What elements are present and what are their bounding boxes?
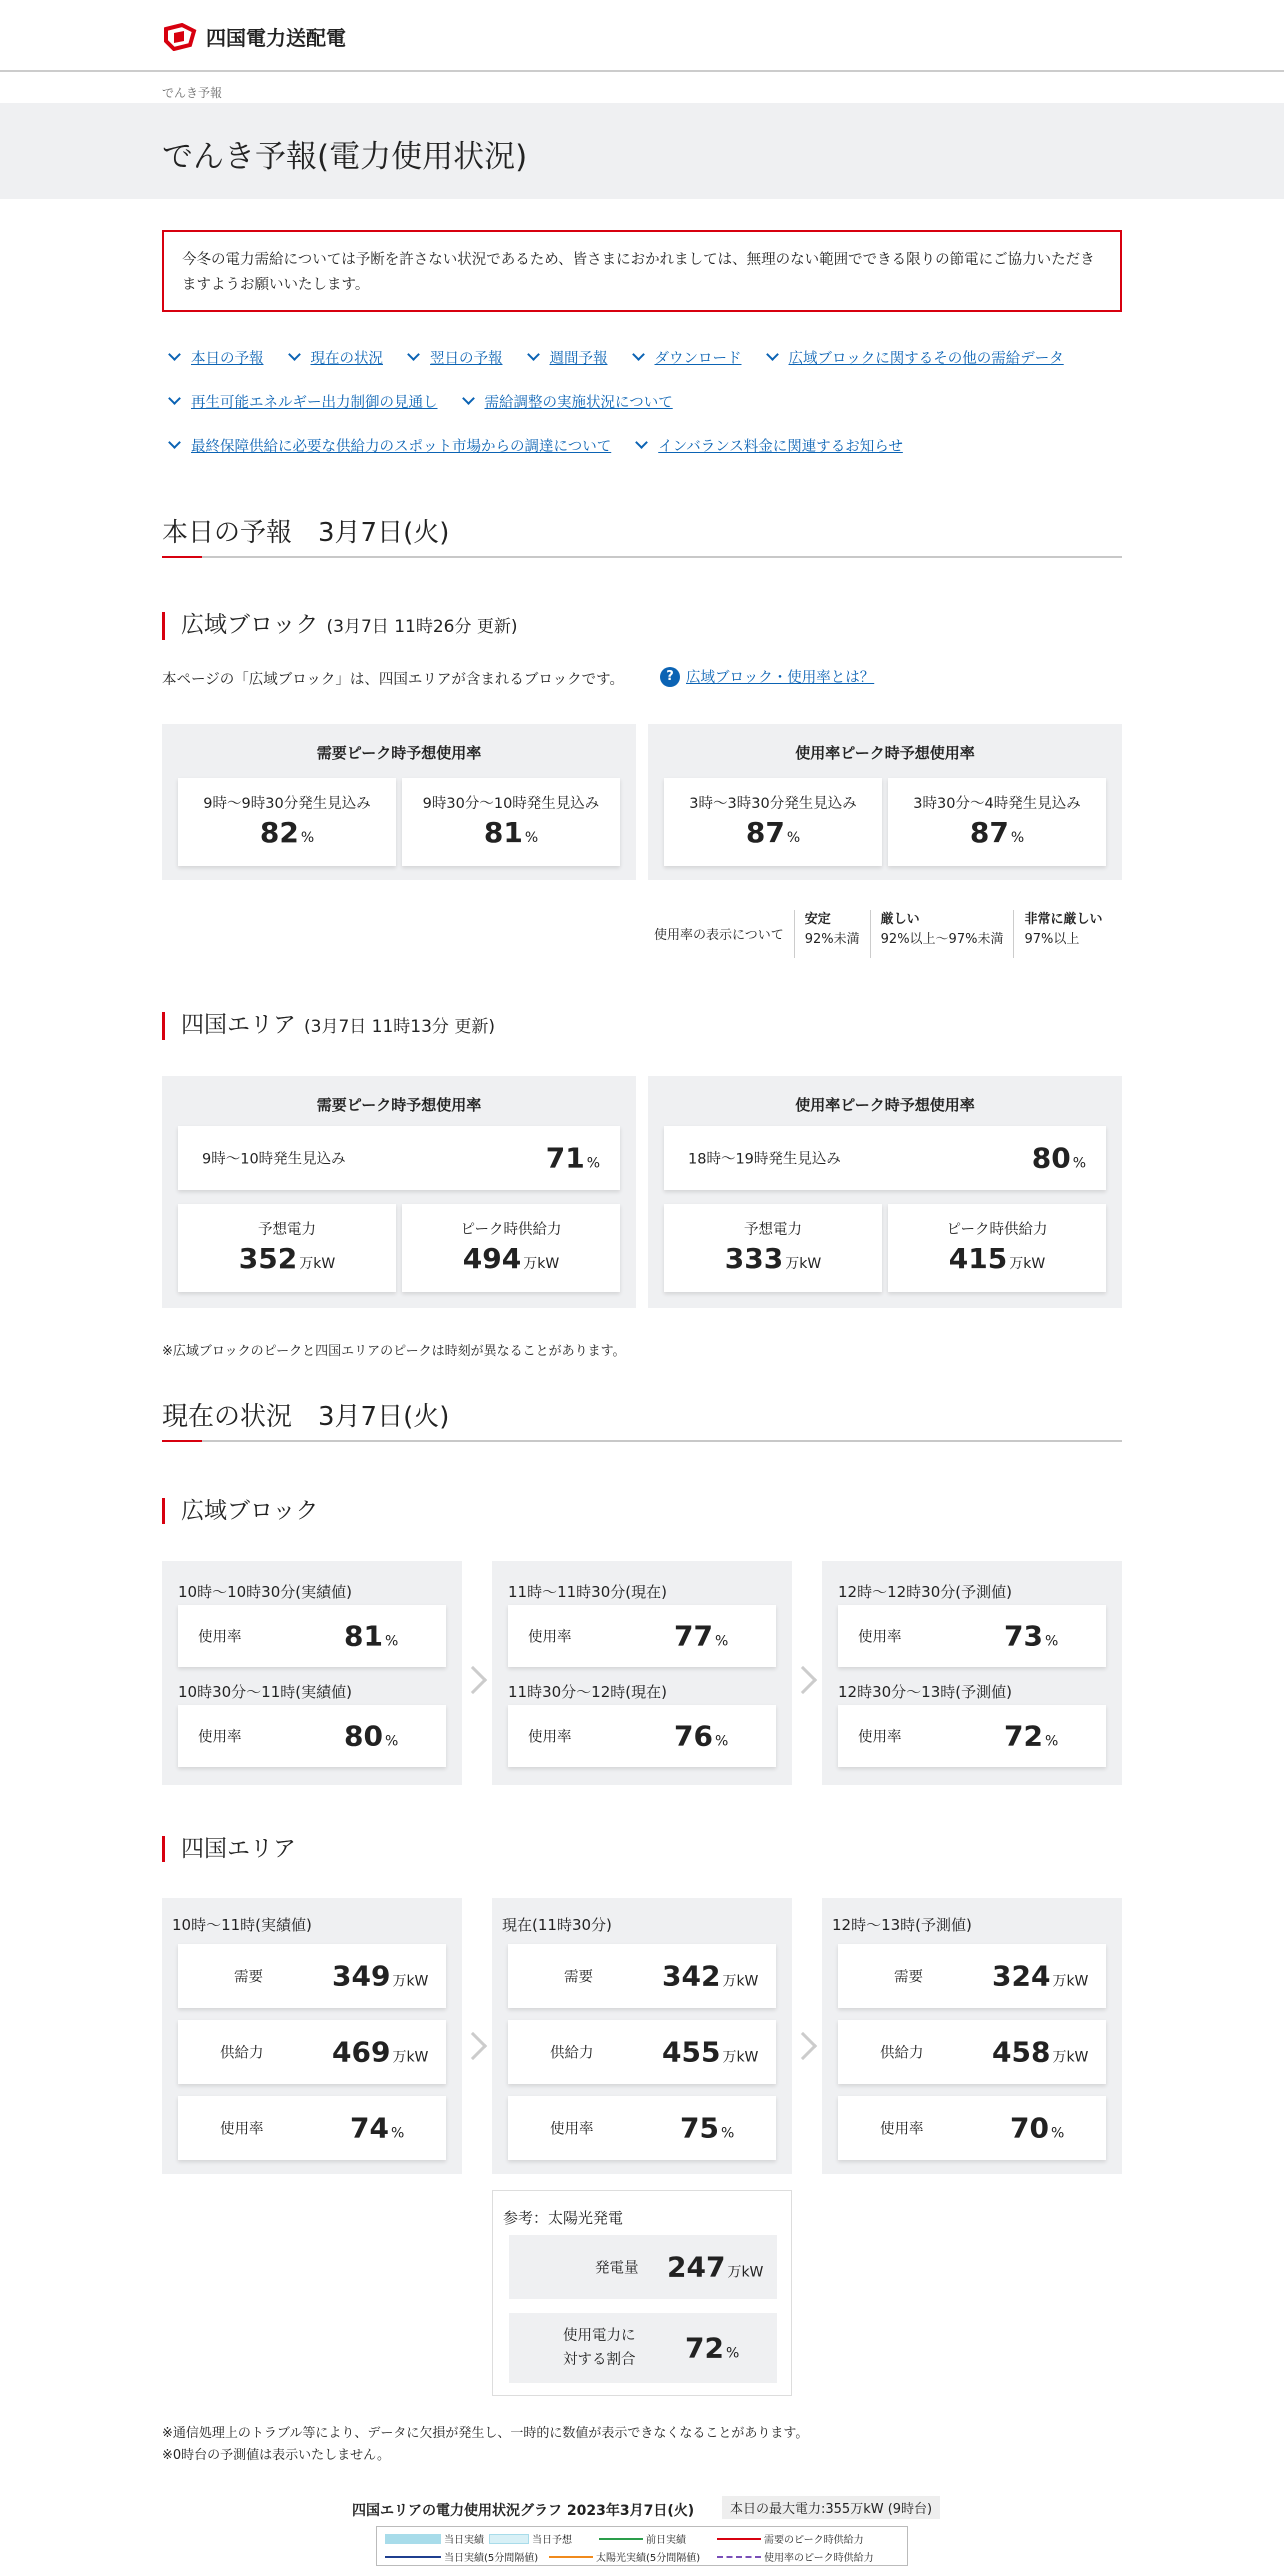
current-note-1: ※通信処理上のトラブル等により、データに欠損が発生し、一時的に数値が表示できなくなることがあります。 [162, 2426, 809, 2441]
chevron-down-icon [632, 348, 645, 361]
nav-link-imbalance[interactable]: インバランス料金に関連するお知らせ [635, 435, 903, 456]
company-logo[interactable] [162, 22, 346, 51]
forecast-card: 予想電力 333 万kW [664, 1204, 882, 1292]
chevron-right-icon [459, 1666, 487, 1694]
today-block-heading: 広域ブロック (3月7日 11時26分 更新) [162, 612, 518, 640]
question-icon: ? [660, 667, 680, 687]
notice-box: 今冬の電力需給については予断を許さない状況であるため、皆さまにおかれましては、無理のない範囲でできる限りの節電にご協力いただきますようお願いいたします。 [162, 230, 1122, 312]
rate-card: 3時〜3時30分発生見込み 87 % [664, 778, 882, 866]
panel-title: 需要ピーク時予想使用率 [316, 744, 482, 762]
chevron-down-icon [288, 348, 301, 361]
legend-line-solar5 [549, 2556, 593, 2558]
legend-swatch-forecast [489, 2534, 529, 2544]
nav-link-today[interactable]: 本日の予報 [168, 347, 264, 368]
forecast-card: 予想電力 352 万kW [178, 1204, 396, 1292]
graph-title: 四国エリアの電力使用状況グラフ 2023年3月7日(火) [352, 2503, 695, 2519]
section-today-heading: 本日の予報 3月7日(火) [162, 512, 1122, 558]
supply-card: ピーク時供給力 415 万kW [888, 1204, 1106, 1292]
nav-link-tomorrow[interactable]: 翌日の予報 [407, 347, 503, 368]
max-power-badge: 本日の最大電力:355万kW (9時台) [722, 2496, 940, 2519]
nav-link-block-data[interactable]: 広域ブロックに関するその他の需給データ [766, 347, 1064, 368]
legend-line-actual5 [385, 2556, 441, 2558]
chevron-down-icon [168, 436, 181, 449]
nav-link-weekly[interactable]: 週間予報 [527, 347, 608, 368]
page-title: でんき予報(電力使用状況) [162, 139, 528, 175]
area-rate-peak-panel: 使用率ピーク時予想使用率 18時〜19時発生見込み 80 % 予想電力 333 万kW ピーク時供給力 415 万kW [648, 1076, 1122, 1308]
rate-card: 3時30分〜4時発生見込み 87 % [888, 778, 1106, 866]
nav-link-spot-market[interactable]: 最終保障供給に必要な供給力のスポット市場からの調達について [168, 435, 611, 456]
rate-card: 9時30分〜10時発生見込み 81 % [402, 778, 620, 866]
site-header [0, 0, 1284, 72]
section-current-heading: 現在の状況 3月7日(火) [162, 1396, 1122, 1442]
block-description: 本ページの「広域ブロック」は、四国エリアが含まれるブロックです。 [162, 672, 624, 688]
solar-generation-row: 発電量 247 万kW [509, 2235, 777, 2299]
chevron-right-icon [789, 2032, 817, 2060]
current-block-column: 11時〜11時30分(現在) 使用率 77 % 11時30分〜12時(現在) 使用率 76 % [492, 1561, 792, 1785]
legend-line-prev [599, 2538, 643, 2540]
nav-links-row-2 [168, 391, 673, 412]
current-area-column: 現在(11時30分) 需要 342 万kW 供給力 455 万kW 使用率 75 % [492, 1898, 792, 2174]
chevron-right-icon [789, 1666, 817, 1694]
logo-icon [162, 23, 198, 51]
current-block-heading: 広域ブロック [162, 1498, 319, 1524]
chevron-down-icon [168, 348, 181, 361]
help-link[interactable]: ? 広域ブロック・使用率とは？ [660, 666, 874, 687]
chevron-down-icon [527, 348, 540, 361]
graph-legend: 当日実績 当日予想 前日実績 需要のピーク時供給力 当日実績(5分間隔値) 太陽光実績(5分間隔値) 使用率のピーク時供給力 [376, 2526, 908, 2566]
current-area-heading: 四国エリア [162, 1836, 296, 1862]
nav-links-row-1 [168, 347, 1064, 368]
chevron-down-icon [635, 436, 648, 449]
legend-line-rate-supply [717, 2556, 761, 2558]
chevron-down-icon [766, 348, 779, 361]
chevron-down-icon [407, 348, 420, 361]
area-rate-row: 9時〜10時発生見込み 71 % [178, 1126, 620, 1190]
area-note: ※広域ブロックのピークと四国エリアのピークは時刻が異なることがあります。 [162, 1344, 626, 1359]
block-demand-peak-panel [162, 724, 636, 880]
current-block-column: 12時〜12時30分(予測値) 使用率 73 % 12時30分〜13時(予測値) 使用率 72 % [822, 1561, 1122, 1785]
solar-panel: 参考：太陽光発電 発電量 247 万kW 使用電力に 対する割合 72 % [492, 2190, 792, 2396]
current-area-column: 12時〜13時(予測値) 需要 324 万kW 供給力 458 万kW 使用率 70 % [822, 1898, 1122, 2174]
area-demand-peak-panel: 需要ピーク時予想使用率 9時〜10時発生見込み 71 % 予想電力 352 万kW ピーク時供給力 494 万kW [162, 1076, 636, 1308]
title-bar [0, 103, 1284, 199]
panel-title: 使用率ピーク時予想使用率 [795, 744, 975, 762]
legend-line-peak-supply [717, 2538, 761, 2540]
chevron-down-icon [462, 392, 475, 405]
nav-links-row-3 [168, 435, 903, 456]
current-block-column: 10時〜10時30分(実績値) 使用率 81 % 10時30分〜11時(実績値) 使用率 80 % [162, 1561, 462, 1785]
breadcrumb[interactable]: でんき予報 [162, 86, 223, 100]
supply-card: ピーク時供給力 494 万kW [402, 1204, 620, 1292]
current-area-column: 10時〜11時(実績値) 需要 349 万kW 供給力 469 万kW 使用率 74 % [162, 1898, 462, 2174]
block-rate-peak-panel [648, 724, 1122, 880]
area-rate-row: 18時〜19時発生見込み 80 % [664, 1126, 1106, 1190]
current-note-2: ※0時台の予測値は表示いたしません。 [162, 2448, 390, 2463]
chevron-down-icon [168, 392, 181, 405]
chevron-right-icon [459, 2032, 487, 2060]
solar-ratio-row: 使用電力に 対する割合 72 % [509, 2313, 777, 2383]
nav-link-download[interactable]: ダウンロード [632, 347, 742, 368]
rate-card: 9時〜9時30分発生見込み 82 % [178, 778, 396, 866]
nav-link-adjustment[interactable]: 需給調整の実施状況について [462, 391, 673, 412]
nav-link-current[interactable]: 現在の状況 [288, 347, 384, 368]
legend-swatch-actual [385, 2534, 441, 2544]
nav-link-renewable[interactable]: 再生可能エネルギー出力制御の見通し [168, 391, 438, 412]
today-area-heading: 四国エリア (3月7日 11時13分 更新) [162, 1012, 495, 1040]
company-name: 四国電力送配電 [206, 26, 346, 50]
usage-rate-legend: 使用率の表示について 安定 92%未満 厳しい 92%以上〜97%未満 非常に厳しい 97%以上 [654, 910, 1112, 958]
